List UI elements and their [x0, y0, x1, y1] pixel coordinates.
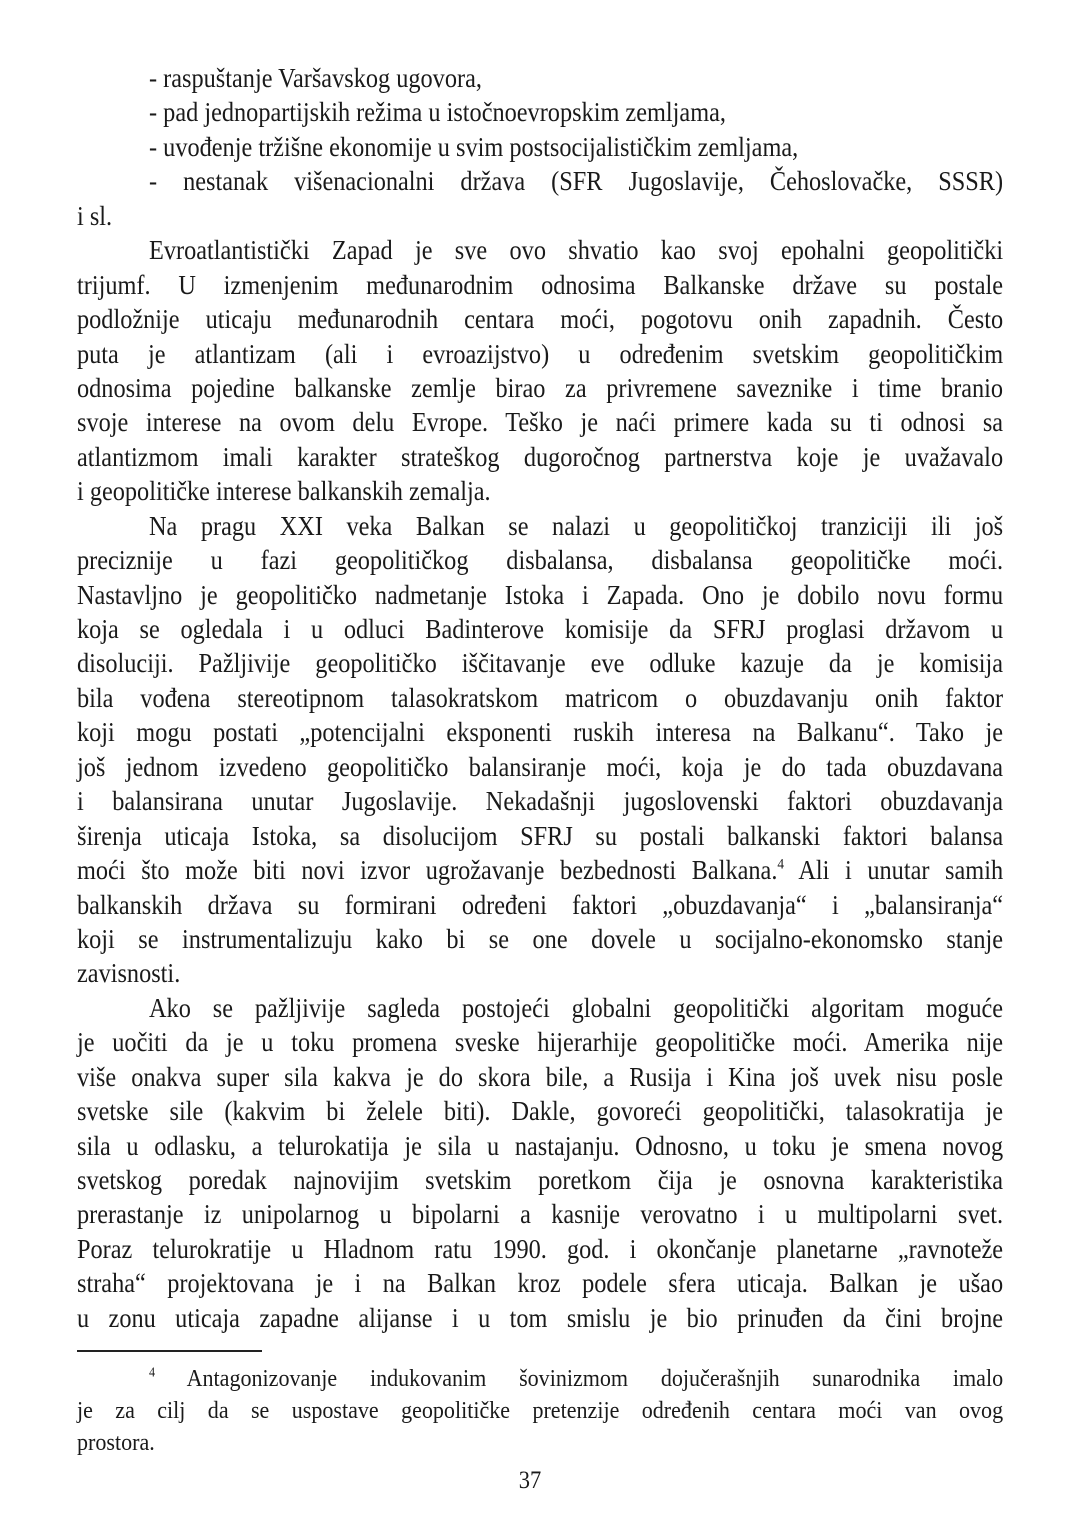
- footnote-number: 4: [149, 1364, 156, 1380]
- text-line: zavisnosti.: [77, 958, 181, 989]
- bullet-item: - nestanak višenacionalni država (SFR Jugoslavije, Čehoslovačke, SSSR): [149, 166, 1004, 197]
- text-line: preciznije u fazi geopolitičkog disbalansa, disbalansa geopolitičke moći.: [77, 545, 1004, 576]
- text-line: straha“ projektovana je i na Balkan kroz podele sfera uticaja. Balkan je ušao: [77, 1268, 1004, 1299]
- text-line: koji se instrumentalizuju kako bi se one dovele u socijalno-ekonomsko stanje: [77, 923, 1004, 954]
- footnote-line: prostora.: [77, 1429, 155, 1456]
- text-segment: moći što može biti novi izvor ugrožavanje bezbednosti Balkana.: [77, 855, 778, 886]
- footnote-line: je za cilj da se uspostave geopolitičke pretenzije određenih centara moći van ovog: [77, 1397, 1004, 1424]
- text-line: [77, 853, 1003, 887]
- text-line: koji mogu postati „potencijalni eksponenti ruskih interesa na Balkanu“. Tako je: [77, 717, 1004, 748]
- page-number: 37: [518, 1467, 542, 1494]
- text-line: u zonu uticaja zapadne alijanse i u tom smislu je bio prinuđen da čini brojne: [77, 1302, 1004, 1333]
- text-segment: Ali i unutar samih: [798, 855, 1004, 886]
- bullet-item: - raspuštanje Varšavskog ugovora,: [149, 63, 482, 93]
- text-segment: Antagonizovanje indukovanim šovinizmom dojučerašnjih sunarodnika imalo: [186, 1365, 1004, 1392]
- paragraph-3: [77, 991, 1003, 1335]
- footnote: [77, 1363, 1003, 1459]
- text-line: Ako se pažljivije sagleda postojeći globalni geopolitički algoritam moguće: [149, 992, 1004, 1023]
- text-line: i balansirana unutar Jugoslavije. Nekadašnji jugoslovenski faktori obuzdavanja: [77, 786, 1004, 817]
- text-line: širenja uticaja Istoka, sa disolucijom SFRJ su postali balkanski faktori balansa: [77, 820, 1004, 851]
- text-line: trijumf. U izmenjenim međunarodnim odnosima Balkanske države su postale: [77, 269, 1004, 300]
- text-line: atlantizmom imali karakter strateškog dugoročnog partnerstva koje je uvažavalo: [77, 441, 1004, 472]
- text-line: i geopolitičke interese balkanskih zemalja.: [77, 476, 491, 507]
- text-line: svoje interese na ovom delu Evrope. Teško je naći primere kada su ti odnosi sa: [77, 407, 1004, 438]
- text-line: svetske sile (kakvim bi želele biti). Dakle, govoreći geopolitički, talasokratija je: [77, 1096, 1004, 1127]
- text-line: Evroatlantistički Zapad je sve ovo shvatio kao svoj epohalni geopolitički: [149, 235, 1004, 266]
- text-line: koja se ogledala i u odluci Badinterove komisije da SFRJ proglasi državom u: [77, 614, 1004, 644]
- paragraph-2: [77, 509, 1003, 991]
- text-line: balkanskih država su formirani određeni faktori „obuzdavanja“ i „balansiranja“: [77, 889, 1004, 920]
- footnote-line: [77, 1363, 1003, 1395]
- text-line: Na pragu XXI veka Balkan se nalazi u geopolitičkoj tranziciji ili još: [149, 510, 1004, 541]
- text-line: podložnije uticaju međunarodnih centara moći, pogotovu onih zapadnih. Često: [77, 304, 1004, 335]
- text-line: svetskog poredak najnovijim svetskim poretkom čija je osnovna karakteristika: [77, 1165, 1004, 1195]
- bullet-item: - pad jednopartijskih režima u istočnoevropskim zemljama,: [149, 97, 726, 128]
- text-line: sila u odlasku, a telurokatija je sila u nastajanju. Odnosno, u toku je smena novog: [77, 1130, 1004, 1161]
- bullet-tail: i sl.: [77, 200, 113, 231]
- text-line: puta je atlantizam (ali i evroazijstvo) u određenim svetskim geopolitičkim: [77, 338, 1004, 369]
- text-line: odnosima pojedine balkanske zemlje birao za privremene saveznike i time branio: [77, 372, 1004, 403]
- text-line: Poraz telurokratije u Hladnom ratu 1990. god. i okončanje planetarne „ravnoteže: [77, 1233, 1004, 1264]
- main-text: [77, 61, 1003, 1335]
- footnote-divider: [77, 1350, 262, 1352]
- text-line: disoluciji. Pažljivije geopolitičko iščitavanje eve odluke kazuje da je komisija: [77, 648, 1004, 679]
- paragraph-1: [77, 233, 1003, 509]
- text-line: još jednom izvedeno geopolitičko balansiranje moći, koja je do tada obuzdavana: [77, 751, 1004, 782]
- text-line: prerastanje iz unipolarnog u bipolarni a kasnije verovatno i u multipolarni svet.: [77, 1199, 1004, 1230]
- bullet-item: - uvođenje tržišne ekonomije u svim postsocijalističkim zemljama,: [149, 131, 799, 162]
- text-line: je uočiti da je u toku promena sveske hijerarhije geopolitičke moći. Amerika nije: [77, 1027, 1004, 1058]
- text-line: Nastavljno je geopolitičko nadmetanje Istoka i Zapada. Ono je dobilo novu formu: [77, 579, 1004, 610]
- footnote-reference[interactable]: 4: [777, 856, 785, 873]
- text-line: bila vođena stereotipnom talasokratskom matricom o obuzdavanju onih faktor: [77, 682, 1004, 713]
- text-line: više onakva super sila kakva je do skora bile, a Rusija i Kina još uvek nisu posle: [77, 1061, 1004, 1092]
